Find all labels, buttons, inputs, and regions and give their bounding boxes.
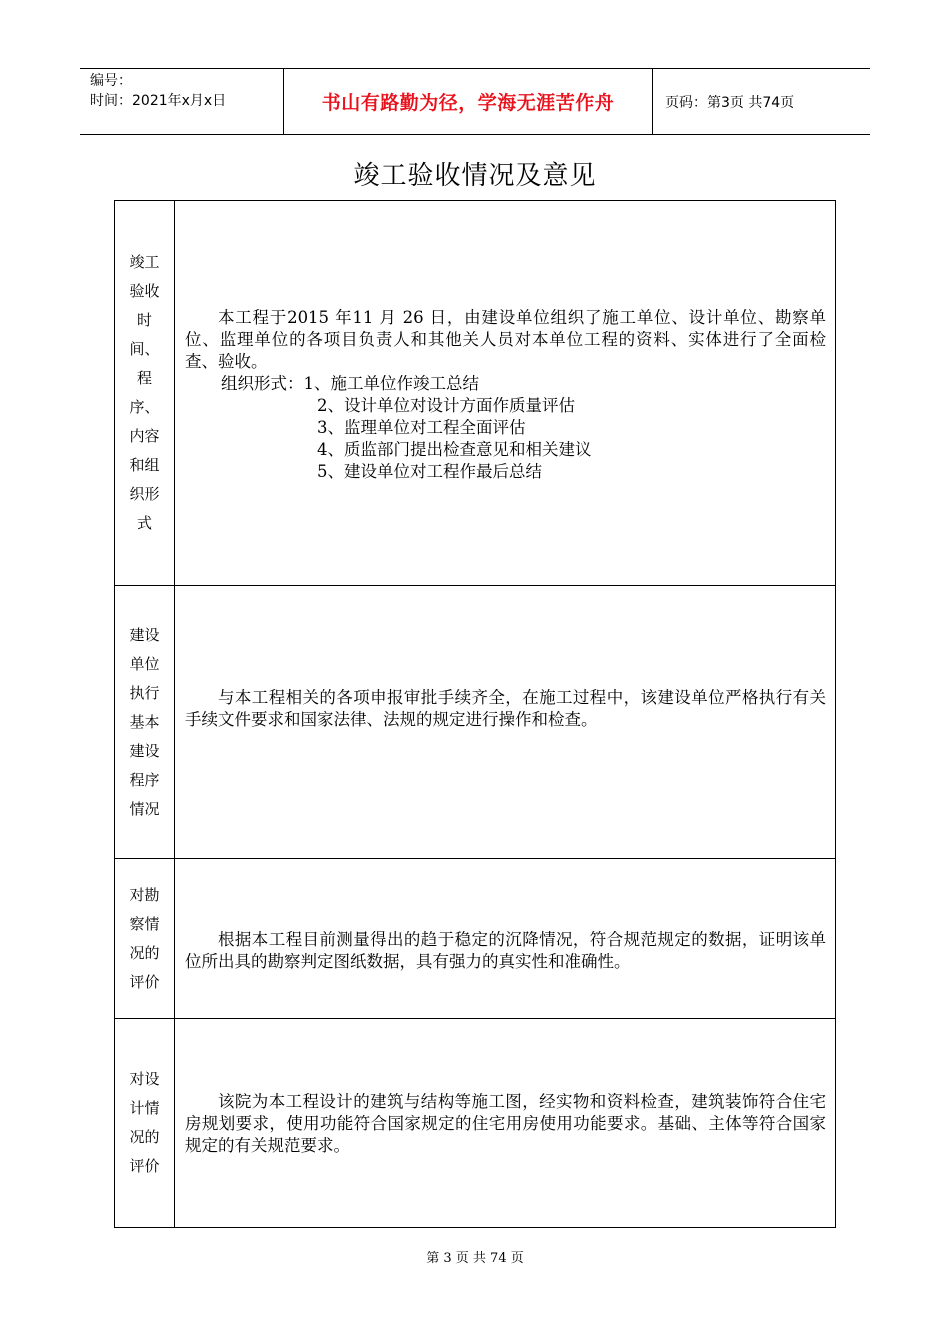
header-info: [80, 69, 283, 134]
section-paragraph: 本工程于2015 年11 月 26 日，由建设单位组织了施工单位、设计单位、勘察单位、监理单位的各项目负责人和其他关人员对本单位工程的资料、实体进行了全面检查、验收。: [185, 308, 826, 371]
row-label: 对勘察情况的评价: [129, 885, 160, 991]
table-row: [115, 1019, 835, 1227]
row-label-cell: [115, 586, 175, 858]
row-label-cell: [115, 859, 175, 1018]
document-number: 编号：: [90, 73, 132, 89]
page-header: [80, 68, 870, 135]
document-time: 时间：2021年x月x日: [90, 93, 227, 109]
table-row: [115, 586, 835, 859]
row-content: [175, 1019, 835, 1227]
org-item: 3、监理单位对工程全面评估: [317, 418, 526, 437]
table-row: [115, 201, 835, 586]
acceptance-table: [114, 200, 836, 1228]
row-content: [175, 201, 835, 585]
row-label: 建设单位执行基本建设程序情况: [129, 625, 160, 818]
row-label: 竣工验收时间、程序、内容和组织形式: [129, 253, 160, 532]
page-title: 竣工验收情况及意见: [353, 161, 597, 191]
page-footer: 第 3 页 共 74 页: [426, 1251, 524, 1266]
org-item: 5、建设单位对工程作最后总结: [317, 462, 542, 481]
org-item: 2、设计单位对设计方面作质量评估: [317, 396, 575, 415]
org-item: 1、施工单位作竣工总结: [303, 374, 479, 393]
row-label-cell: [115, 201, 175, 585]
org-item: 4、质监部门提出检查意见和相关建议: [317, 440, 592, 459]
row-content: [175, 586, 835, 858]
section-paragraph: 根据本工程目前测量得出的趋于稳定的沉降情况，符合规范规定的数据，证明该单位所出具的勘察判定图纸数据，具有强力的真实性和准确性。: [185, 930, 826, 971]
header-page-code: 页码：第3页 共74页: [665, 94, 795, 111]
row-label: 对设计情况的评价: [129, 1070, 160, 1175]
table-row: [115, 859, 835, 1019]
section-paragraph: 与本工程相关的各项申报审批手续齐全，在施工过程中，该建设单位严格执行有关手续文件要求和国家法律、法规的规定进行操作和检查。: [185, 688, 826, 729]
row-content: [175, 859, 835, 1018]
org-form-line: [185, 373, 826, 395]
header-motto: 书山有路勤为径，学海无涯苦作舟: [283, 69, 653, 134]
org-form-prefix: 组织形式：: [221, 374, 304, 393]
row-label-cell: [115, 1019, 175, 1227]
section-paragraph: 该院为本工程设计的建筑与结构等施工图，经实物和资料检查，建筑装饰符合住宅房规划要求，使用功能符合国家规定的住宅用房使用功能要求。基础、主体等符合国家规定的有关规范要求。: [185, 1092, 826, 1155]
